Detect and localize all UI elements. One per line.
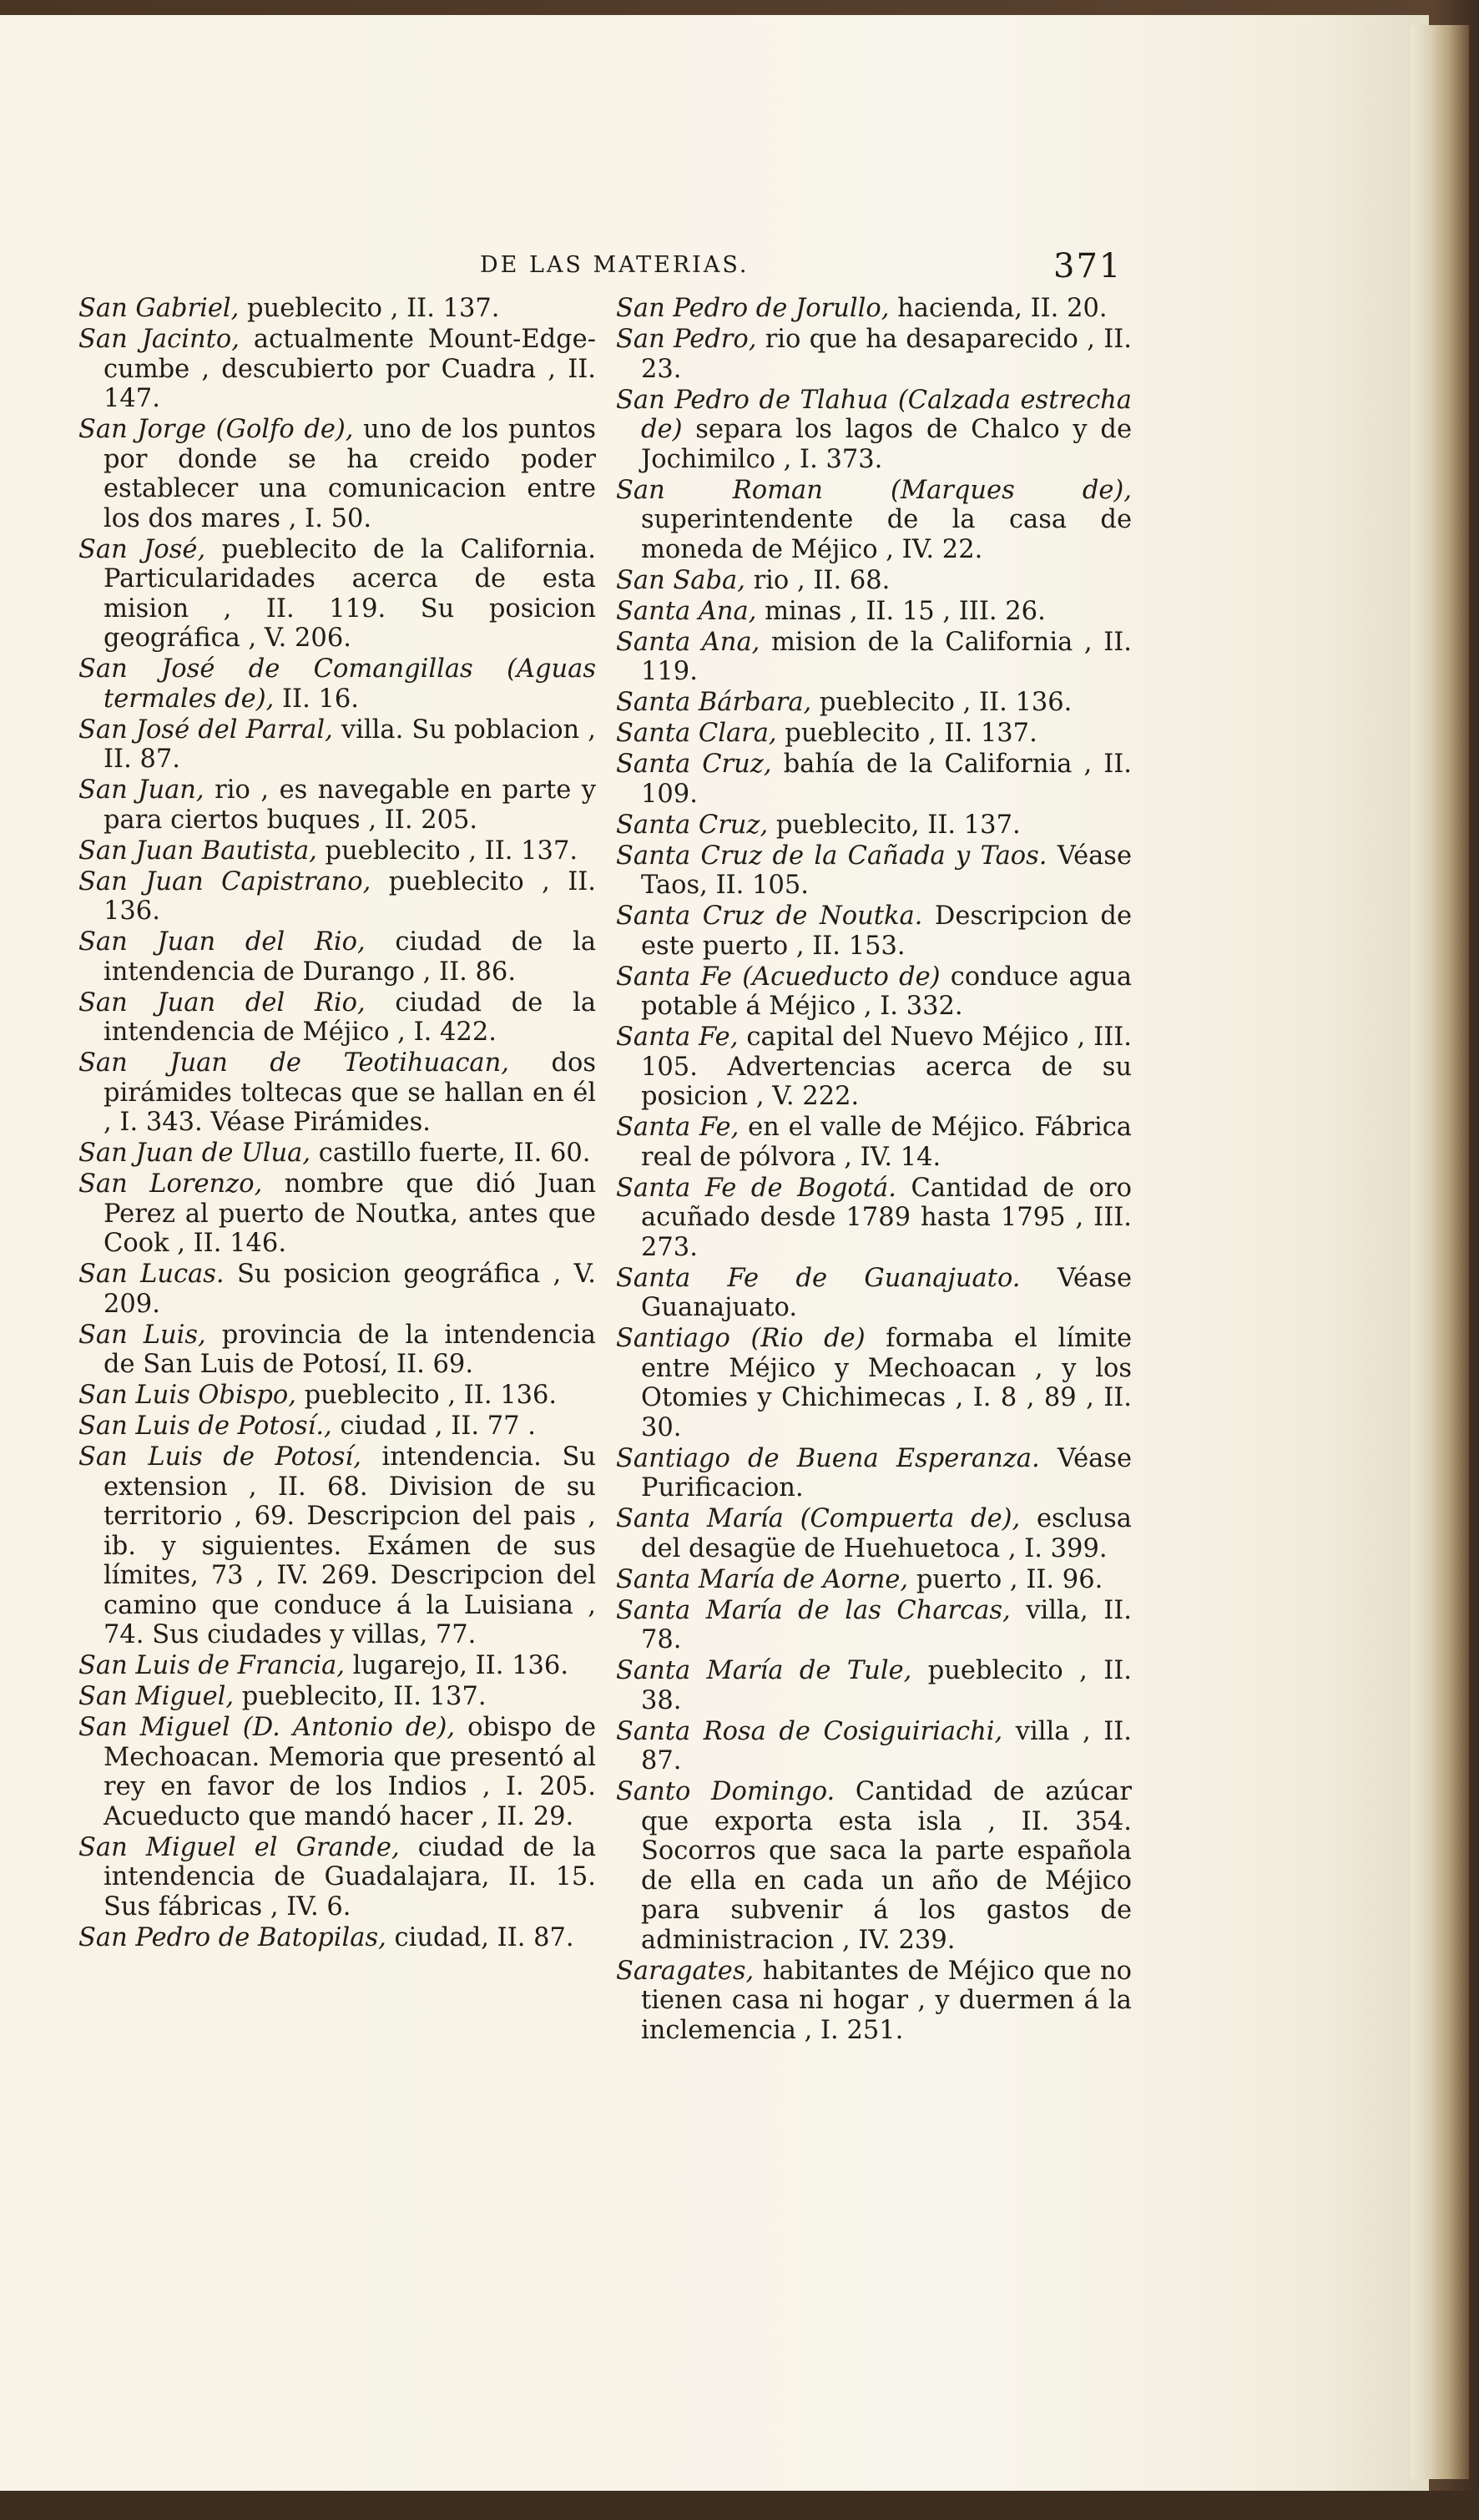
bottom-binding: [0, 2491, 1479, 2520]
index-entry: [78, 535, 596, 654]
entry-text: formaba el límite entre Méjico y Mechoacan , y los Otomies y Chichimecas , I. 8 , 89 , II. 30.: [641, 1324, 1132, 1442]
index-entry: [78, 1833, 596, 1922]
index-column-right: [616, 294, 1132, 2047]
entry-heading: San Luis Obispo,: [78, 1381, 296, 1410]
index-entry: [616, 1656, 1132, 1715]
entry-heading: San José de Comangillas (Aguas termales de),: [78, 654, 596, 714]
index-entry: [78, 1048, 596, 1138]
entry-heading: Santa Rosa de Cosiguiriachi,: [616, 1716, 1003, 1746]
index-entry: [616, 1504, 1132, 1563]
index-entry: [78, 294, 596, 324]
index-entry: [78, 1321, 596, 1380]
entry-heading: Santa Ana,: [616, 596, 757, 626]
index-entry: [616, 628, 1132, 687]
entry-text: superintendente de la casa de moneda de Méjico , IV. 22.: [641, 505, 1132, 564]
index-entry: [78, 927, 596, 987]
entry-heading: Santa Fe,: [616, 1113, 740, 1142]
entry-heading: San Juan Capistrano,: [78, 866, 371, 896]
entry-text: pueblecito , II. 137.: [776, 719, 1037, 748]
entry-heading: Saragates,: [616, 1956, 755, 1986]
entry-heading: San Juan del Rio,: [78, 987, 366, 1018]
entry-text: Cantidad de oro acuñado desde 1789 hasta 1795 , III. 273.: [641, 1173, 1132, 1262]
index-entry: [616, 1565, 1132, 1595]
index-entry: [78, 325, 596, 414]
index-entry: [78, 775, 596, 835]
entry-text: pueblecito , II. 136.: [295, 1381, 558, 1410]
index-entry: [616, 1113, 1132, 1172]
entry-heading: San Juan Bautista,: [78, 836, 317, 866]
entry-heading: San Pedro,: [616, 325, 757, 354]
index-entry: [78, 1169, 596, 1259]
index-entry: [616, 1264, 1132, 1323]
entry-heading: San Juan de Ulua,: [78, 1139, 311, 1168]
index-entry: [78, 1651, 596, 1681]
running-head: DE LAS MATERIAS.: [480, 252, 750, 278]
entry-text: intendencia. Su extension , II. 68. Division de su territorio , 69. Descripcion del pais , ib. y siguientes. Exámen de sus límites, 73 , IV. 269. Descripcion del camino que conduce á la Luisiana , 74. Sus ciudades y villas, 77.: [103, 1442, 596, 1649]
entry-heading: San Jacinto,: [78, 325, 240, 354]
entry-heading: Santa Clara,: [616, 719, 777, 748]
entry-text: castillo fuerte, II. 60.: [310, 1139, 591, 1168]
entry-heading: San Gabriel,: [78, 294, 240, 323]
entry-text: pueblecito , II. 137.: [316, 836, 578, 866]
entry-text: rio , es navegable en parte y para ciertos buques , II. 205.: [103, 775, 597, 835]
entry-text: pueblecito , II. 136.: [103, 866, 596, 926]
index-entry: [78, 1713, 596, 1831]
entry-heading: San Luis de Potosí.,: [78, 1412, 332, 1441]
entry-text: pueblecito , II. 137.: [239, 294, 500, 323]
entry-text: Cantidad de azúcar que exporta esta isla , II. 354. Socorros que saca la parte española de ella en cada un año de Méjico para subvenir á los gastos de administracion , IV. 239.: [641, 1777, 1133, 1955]
entry-heading: San José del Parral,: [78, 715, 333, 745]
entry-text: Su posicion geográfica , V. 209.: [103, 1260, 596, 1319]
index-entry: [616, 476, 1132, 565]
entry-text: ciudad de la intendencia de Méjico , I. 422.: [103, 987, 597, 1047]
index-entry: [78, 1923, 596, 1953]
entry-text: minas , II. 15 , III. 26.: [756, 596, 1046, 626]
entry-heading: Santa Cruz de la Cañada y Taos.: [616, 841, 1047, 871]
entry-text: en el valle de Méjico. Fábrica real de pólvora , IV. 14.: [641, 1113, 1132, 1172]
index-entry: [616, 1717, 1132, 1776]
entry-text: ciudad de la intendencia de Guadalajara, II. 15. Sus fábricas , IV. 6.: [103, 1832, 597, 1922]
entry-heading: San Roman (Marques de),: [616, 475, 1132, 505]
index-entry: [616, 1174, 1132, 1263]
entry-heading: Santa María de Aorne,: [616, 1564, 909, 1594]
entry-text: pueblecito , II. 38.: [641, 1656, 1132, 1715]
index-entry: [616, 750, 1132, 809]
entry-text: obispo de Mechoacan. Memoria que presentó al rey en favor de los Indios , I. 205. Acueducto que mandó hacer , II. 29.: [103, 1713, 596, 1831]
entry-text: villa. Su poblacion , II. 87.: [103, 715, 596, 774]
index-entry: [78, 1442, 596, 1650]
entry-heading: San Luis,: [78, 1320, 206, 1350]
entry-text: Véase Taos, II. 105.: [641, 841, 1132, 900]
entry-heading: Santa Cruz,: [616, 810, 769, 840]
index-entry: [78, 1139, 596, 1169]
entry-heading: San Miguel,: [78, 1682, 235, 1711]
entry-text: provincia de la intendencia de San Luis de Potosí, II. 69.: [103, 1320, 596, 1379]
entry-heading: San Jorge (Golfo de),: [78, 415, 354, 444]
entry-heading: Santa Fe de Bogotá.: [616, 1173, 896, 1203]
entry-heading: Santo Domingo.: [616, 1777, 835, 1806]
entry-heading: San Lorenzo,: [78, 1169, 263, 1199]
entry-text: villa, II. 78.: [641, 1595, 1132, 1654]
index-entry: [616, 294, 1132, 324]
entry-heading: Santa Cruz de Noutka.: [616, 901, 923, 931]
entry-text: dos pirámides toltecas que se hallan en él , I. 343. Véase Pirámides.: [103, 1048, 597, 1137]
index-entry: [78, 1412, 596, 1442]
entry-text: separa los lagos de Chalco y de Jochimilco , I. 373.: [641, 415, 1132, 474]
index-entry: [616, 962, 1132, 1022]
entry-heading: Santiago (Rio de): [616, 1324, 866, 1353]
entry-heading: Santa Fe de Guanajuato.: [616, 1263, 1021, 1293]
index-entry: [616, 1444, 1132, 1503]
entry-text: conduce agua potable á Méjico , I. 332.: [641, 962, 1132, 1021]
index-entry: [78, 1260, 596, 1319]
index-entry: [616, 1023, 1132, 1112]
index-entry: [616, 811, 1132, 841]
index-entry: [78, 415, 596, 533]
index-entry: [616, 597, 1132, 627]
entry-heading: San Juan,: [78, 775, 204, 805]
entry-text: esclusa del desagüe de Huehuetoca , I. 399.: [641, 1504, 1132, 1563]
index-entry: [78, 1381, 596, 1411]
entry-text: pueblecito de la California. Particularidades acerca de esta mision , II. 119. Su posicion geográfica , V. 206.: [103, 534, 596, 653]
index-entry: [616, 1324, 1132, 1442]
index-entry: [78, 654, 596, 714]
entry-text: pueblecito, II. 137.: [234, 1682, 487, 1711]
entry-heading: San Luis de Potosí,: [78, 1442, 361, 1472]
entry-heading: Santa Fe (Acueducto de): [616, 962, 941, 992]
entry-text: actualmente Mount-Edge-cumbe , descubierto por Cuadra , II. 147.: [103, 325, 596, 413]
index-column-left: [78, 294, 596, 1954]
entry-text: pueblecito , II. 136.: [811, 688, 1073, 717]
entry-heading: San Pedro de Jorullo,: [616, 294, 890, 323]
entry-text: hacienda, II. 20.: [889, 294, 1108, 323]
entry-heading: Santa Ana,: [616, 627, 760, 657]
entry-heading: San José,: [78, 534, 206, 564]
index-entry: [78, 836, 596, 866]
entry-text: mision de la California , II. 119.: [641, 627, 1133, 686]
entry-heading: Santa Fe,: [616, 1023, 739, 1052]
entry-text: pueblecito, II. 137.: [768, 810, 1021, 840]
entry-heading: San Juan del Rio,: [78, 927, 366, 957]
index-entry: [616, 325, 1132, 384]
page-header: [0, 247, 1429, 289]
entry-text: II. 16.: [274, 684, 359, 714]
index-entry: [616, 1596, 1132, 1655]
entry-text: Véase Guanajuato.: [641, 1263, 1132, 1322]
entry-heading: Santa Cruz,: [616, 750, 772, 779]
entry-heading: San Lucas.: [78, 1260, 225, 1289]
entry-heading: San Luis de Francia,: [78, 1651, 345, 1680]
entry-text: bahía de la California , II. 109.: [641, 750, 1132, 809]
index-entry: [616, 901, 1132, 961]
index-entry: [78, 867, 596, 927]
entry-text: rio , II. 68.: [745, 565, 891, 595]
index-entry: [616, 719, 1132, 749]
entry-text: rio que ha desaparecido , II. 23.: [641, 325, 1132, 384]
page-number: 371: [1053, 247, 1123, 285]
entry-heading: Santa Bárbara,: [616, 688, 812, 717]
entry-text: ciudad , II. 77 .: [331, 1412, 536, 1441]
entry-text: capital del Nuevo Méjico , III. 105. Advertencias acerca de su posicion , V. 222.: [641, 1023, 1132, 1111]
entry-heading: San Pedro de Tlahua (Calzada estrecha de): [616, 385, 1132, 444]
entry-text: puerto , II. 96.: [908, 1564, 1103, 1594]
entry-heading: San Pedro de Batopilas,: [78, 1922, 386, 1952]
index-entry: [616, 566, 1132, 596]
entry-text: Descripcion de este puerto , II. 153.: [641, 901, 1132, 961]
entry-text: ciudad, II. 87.: [386, 1922, 574, 1952]
index-entry: [616, 841, 1132, 901]
entry-heading: San Saba,: [616, 565, 745, 595]
entry-text: uno de los puntos por donde se ha creido poder establecer una comunicacion entre los dos mares , I. 50.: [103, 415, 597, 533]
page-edge: [1411, 25, 1469, 2479]
index-entry: [78, 715, 596, 775]
entry-text: lugarejo, II. 136.: [344, 1651, 569, 1680]
entry-heading: Santa María (Compuerta de),: [616, 1504, 1021, 1533]
entry-text: habitantes de Méjico que no tienen casa ni hogar , y duermen á la inclemencia , I. 251.: [641, 1956, 1132, 2045]
entry-heading: Santa María de las Charcas,: [616, 1595, 1011, 1625]
index-entry: [78, 1682, 596, 1712]
entry-heading: San Juan de Teotihuacan,: [78, 1048, 509, 1078]
entry-text: nombre que dió Juan Perez al puerto de Noutka, antes que Cook , II. 146.: [103, 1169, 596, 1258]
index-entry: [616, 386, 1132, 475]
entry-text: villa , II. 87.: [641, 1716, 1133, 1775]
entry-text: Véase Purificacion.: [641, 1443, 1133, 1502]
entry-heading: Santiago de Buena Esperanza.: [616, 1443, 1040, 1473]
entry-text: ciudad de la intendencia de Durango , II. 86.: [103, 927, 597, 987]
index-entry: [78, 988, 596, 1048]
entry-heading: San Miguel el Grande,: [78, 1832, 400, 1862]
entry-heading: San Miguel (D. Antonio de),: [78, 1713, 456, 1742]
entry-heading: Santa María de Tule,: [616, 1656, 912, 1685]
index-entry: [616, 688, 1132, 718]
index-entry: [616, 1777, 1132, 1955]
index-entry: [616, 1957, 1132, 2046]
